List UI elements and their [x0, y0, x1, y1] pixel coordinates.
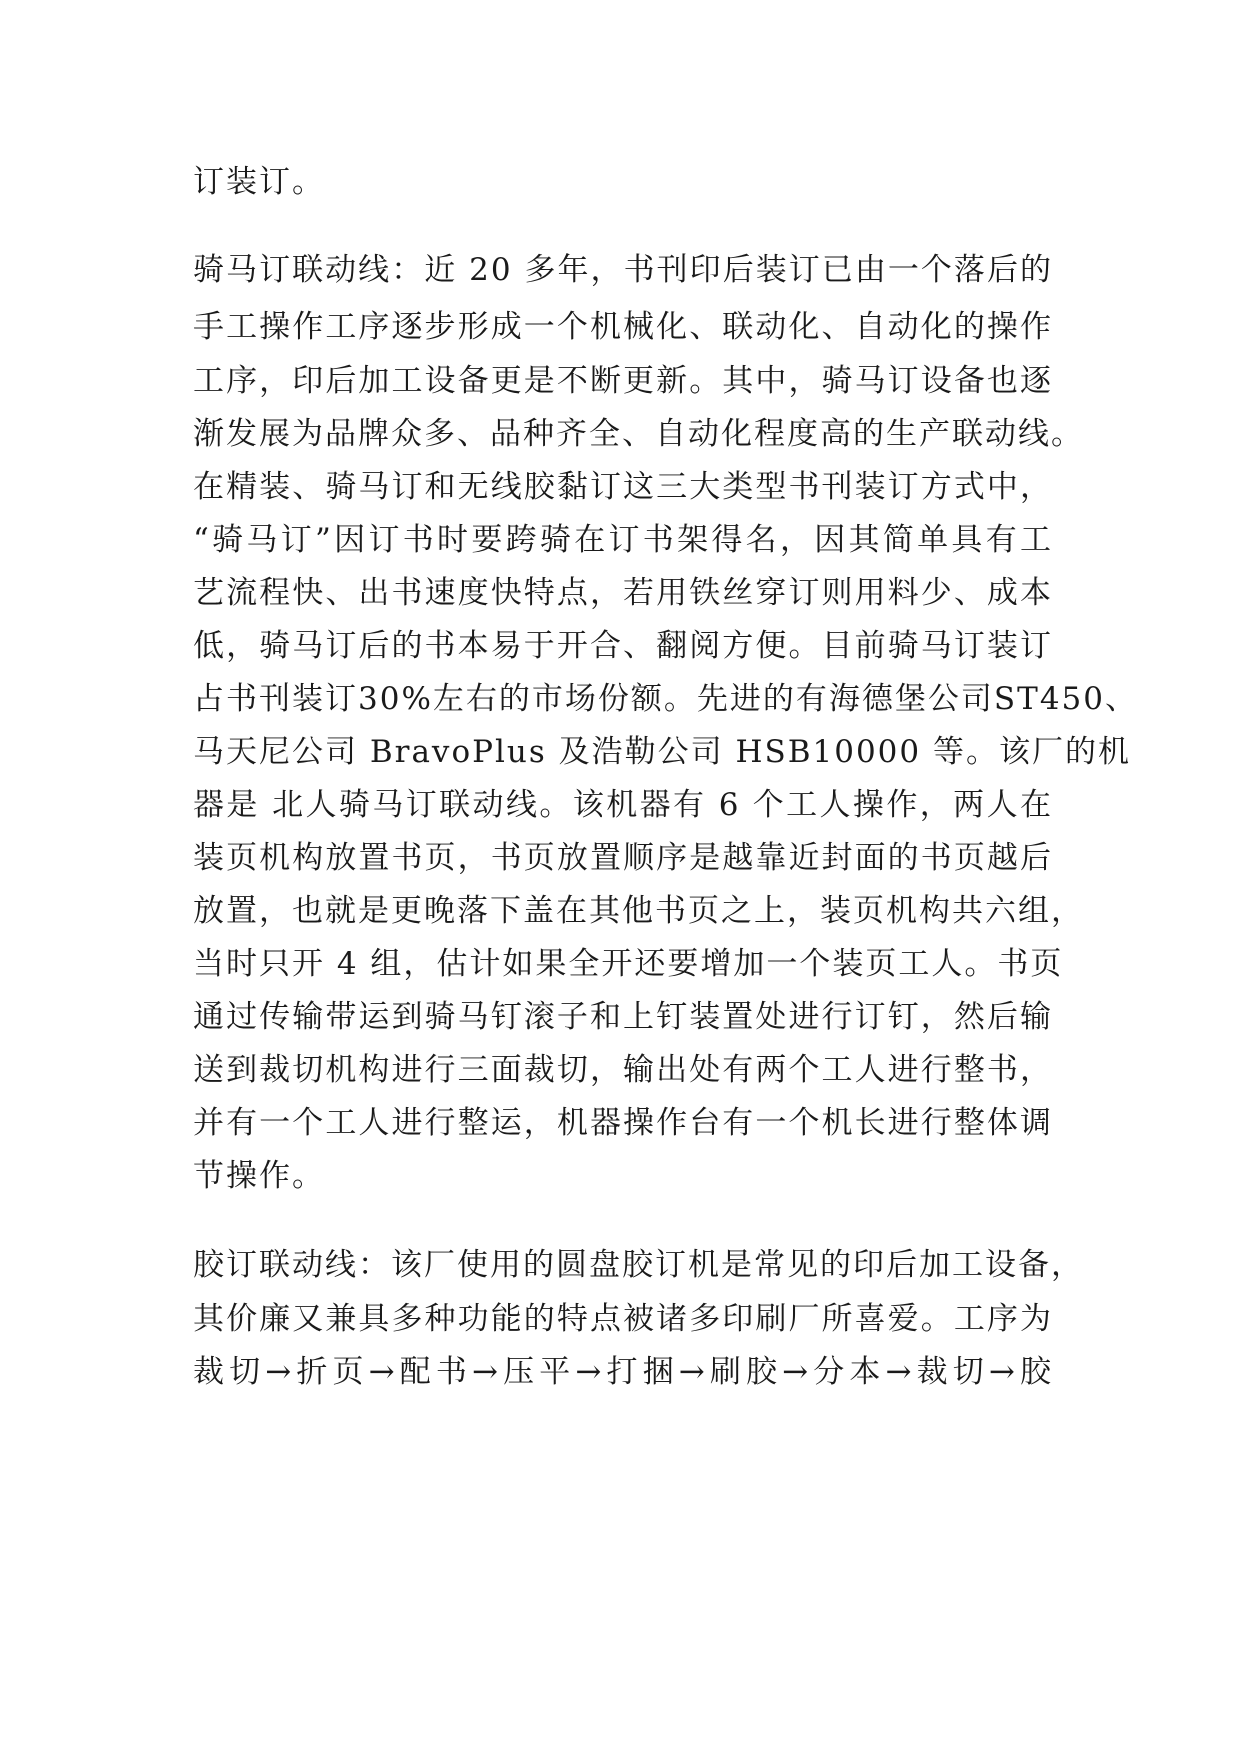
text-line: 订装订。 — [193, 164, 325, 200]
text-line: 低，骑马订后的书本易于开合、翻阅方便。目前骑马订装订 — [193, 628, 1053, 664]
text-line: 节操作。 — [193, 1158, 325, 1194]
text-line: 胶订联动线：该厂使用的圆盘胶订机是常见的印后加工设备， — [193, 1247, 1084, 1283]
text-line: 装页机构放置书页，书页放置顺序是越靠近封面的书页越后 — [193, 840, 1053, 876]
text-line: 马天尼公司 BravoPlus 及浩勒公司 HSB10000 等。该厂的机 — [193, 734, 1131, 770]
text-line: 骑马订联动线：近 20 多年，书刊印后装订已由一个落后的 — [193, 252, 1053, 288]
text-line: 当时只开 4 组，估计如果全开还要增加一个装页工人。书页 — [193, 946, 1064, 982]
text-line: 艺流程快、出书速度快特点，若用铁丝穿订则用料少、成本 — [193, 575, 1053, 611]
text-line: 送到裁切机构进行三面裁切，输出处有两个工人进行整书， — [193, 1052, 1053, 1088]
text-line: 其价廉又兼具多种功能的特点被诸多印刷厂所喜爱。工序为 — [193, 1301, 1053, 1337]
text-line: 手工操作工序逐步形成一个机械化、联动化、自动化的操作 — [193, 309, 1053, 345]
text-line: 工序，印后加工设备更是不断更新。其中，骑马订设备也逐 — [193, 363, 1053, 399]
text-line: 渐发展为品牌众多、品种齐全、自动化程度高的生产联动线。 — [193, 416, 1084, 452]
text-line: 在精装、骑马订和无线胶黏订这三大类型书刊装订方式中， — [193, 469, 1053, 505]
text-line: 占书刊装订30%左右的市场份额。先进的有海德堡公司ST450、 — [193, 681, 1138, 717]
text-line: 并有一个工人进行整运，机器操作台有一个机长进行整体调 — [193, 1105, 1053, 1141]
text-line: 通过传输带运到骑马钉滚子和上钉装置处进行订钉，然后输 — [193, 999, 1053, 1035]
text-line: 裁切→折页→配书→压平→打捆→刷胶→分本→裁切→胶 — [193, 1354, 1053, 1390]
text-line: 放置，也就是更晚落下盖在其他书页之上，装页机构共六组， — [193, 893, 1084, 929]
text-line: “骑马订”因订书时要跨骑在订书架得名，因其简单具有工 — [193, 522, 1053, 558]
text-line: 器是 北人骑马订联动线。该机器有 6 个工人操作，两人在 — [193, 787, 1053, 823]
